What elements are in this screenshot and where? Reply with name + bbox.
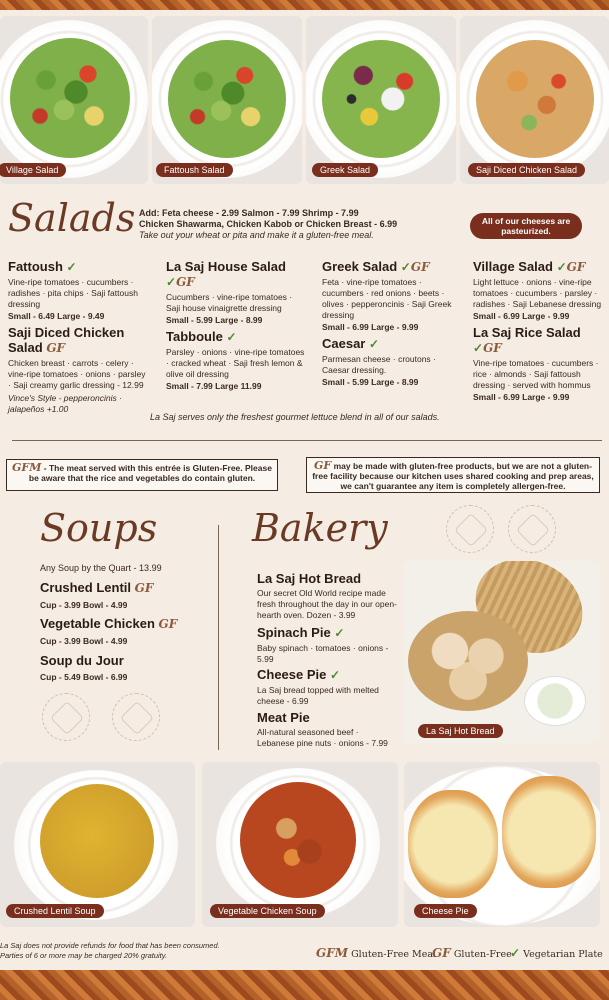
decorative-border-top — [0, 0, 609, 10]
menu-item-spinach-pie — [257, 625, 397, 665]
item-price: Small - 6.99 Large - 9.99 — [473, 311, 570, 321]
decorative-ornament — [42, 693, 90, 741]
vegetarian-icon: ✓ — [66, 260, 77, 274]
photo-cheese-pie — [404, 762, 600, 927]
photo-label: Vegetable Chicken Soup — [210, 904, 325, 918]
item-price: Small - 5.99 Large - 8.99 — [322, 377, 419, 387]
photo-label: La Saj Hot Bread — [418, 724, 503, 738]
item-desc: Baby spinach · tomatoes · onions - 5.99 — [257, 643, 389, 664]
item-name: Meat Pie — [257, 710, 310, 725]
item-name: La Saj House Salad — [166, 259, 286, 274]
vegetarian-icon: ✓ — [166, 275, 177, 289]
item-desc: Vine-ripe tomatoes · cucumbers · radishes · pita chips · Saji fattoush dressing — [8, 277, 138, 309]
item-desc: Parsley · onions · vine-ripe tomatoes · cracked wheat · Saji fresh lemon & olive oil dressing — [166, 347, 305, 379]
soup-quart-price: Any Soup by the Quart - 13.99 — [40, 563, 162, 573]
item-name: Tabboule — [166, 329, 223, 344]
gluten-free-icon: GF — [566, 260, 586, 274]
menu-item-fattoush — [8, 259, 148, 322]
item-name: Spinach Pie — [257, 625, 331, 640]
menu-item-greek-salad — [322, 259, 462, 333]
gf-legend-label: Gluten-Free — [453, 949, 512, 960]
photo-vegetable-chicken-soup — [202, 762, 398, 927]
photo-crushed-lentil-soup — [0, 762, 195, 927]
gluten-free-icon: GF — [158, 617, 178, 631]
gfm-mark: GFM — [12, 461, 42, 474]
gluten-free-icon: GF — [483, 341, 502, 355]
photo-label: Saji Diced Chicken Salad — [468, 163, 585, 177]
menu-item-crushed-lentil — [40, 580, 210, 611]
vegetarian-icon: ✓ — [369, 337, 380, 351]
menu-item-soup-du-jour — [40, 653, 210, 683]
item-price: Small - 6.49 Large - 9.49 — [8, 311, 105, 321]
legend-gf — [432, 946, 512, 960]
item-desc: Our secret Old World recipe made fresh throughout the day in our open-hearth oven. Dozen - 3.99 — [257, 588, 397, 620]
gfm-legend-mark: GFM — [316, 946, 349, 960]
menu-item-vegetable-chicken — [40, 616, 215, 647]
refund-note: La Saj does not provide refunds for food that has been consumed. — [0, 941, 220, 950]
legend-vegetarian — [510, 946, 603, 960]
vegetarian-icon: ✓ — [556, 260, 567, 274]
cheese-pasteurized-badge: All of our cheeses are pasteurized. — [470, 213, 582, 239]
add-line-2: Chicken Shawarma, Chicken Kabob or Chicken Breast - 6.99 — [139, 219, 398, 229]
item-extra: Vince's Style - pepperoncinis · jalapeños +1.00 — [8, 393, 122, 414]
gfm-notice-text: - The meat served with this entrée is Gluten-Free. Please be aware that the rice and vegetables do contain gluten. — [28, 463, 272, 483]
item-desc: All-natural seasoned beef · Lebanese pine nuts · onions - 7.99 — [257, 727, 388, 748]
column-divider — [218, 525, 219, 750]
photo-label: Fattoush Salad — [156, 163, 233, 177]
item-price: Cup - 3.99 Bowl - 4.99 — [40, 600, 128, 610]
decorative-ornament — [112, 693, 160, 741]
item-desc: Chicken breast · carrots · celery · vine-ripe tomatoes · onions · parsley · Saji creamy garlic dressing - 12.99 — [8, 358, 146, 390]
gfm-notice — [6, 459, 278, 491]
gluten-free-icon: GF — [134, 581, 154, 595]
gluten-free-icon: GF — [46, 341, 66, 355]
gf-legend-mark: GF — [432, 946, 451, 960]
menu-item-caesar — [322, 336, 462, 388]
gf-mark: GF — [314, 459, 332, 472]
add-line-3: Take out your wheat or pita and make it a gluten-free meal. — [139, 230, 374, 240]
menu-item-hot-bread — [257, 571, 397, 621]
gfm-legend-label: Gluten-Free Meal — [351, 949, 437, 960]
item-price: Small - 5.99 Large - 8.99 — [166, 315, 263, 325]
item-price: Cup - 3.99 Bowl - 4.99 — [40, 636, 128, 646]
vegetarian-icon: ✓ — [473, 341, 484, 355]
vegetarian-icon: ✓ — [400, 260, 411, 274]
decorative-ornament — [508, 505, 556, 553]
photo-fattoush-salad — [152, 16, 302, 184]
item-price: Small - 7.99 Large 11.99 — [166, 381, 262, 391]
bakery-title: Bakery — [252, 506, 388, 550]
photo-label: Village Salad — [0, 163, 66, 177]
photo-greek-salad — [306, 16, 456, 184]
item-name: La Saj Rice Salad — [473, 325, 581, 340]
vegetarian-icon: ✓ — [334, 626, 345, 640]
decorative-border-bottom — [0, 970, 609, 1000]
item-name: Cheese Pie — [257, 667, 327, 682]
vegetarian-icon: ✓ — [330, 668, 341, 682]
gratuity-note: Parties of 6 or more may be charged 20% gratuity. — [0, 951, 168, 960]
photo-label: Greek Salad — [312, 163, 378, 177]
photo-label: Cheese Pie — [414, 904, 477, 918]
item-desc: Parmesan cheese · croutons · Caesar dressing. — [322, 354, 436, 375]
gf-notice-text: may be made with gluten-free products, but we are not a gluten-free facility because our kitchen uses shared cooking and prep areas, we can't guarantee any item is completely allergen-free. — [312, 461, 594, 491]
footer-notes — [0, 941, 220, 961]
item-price: Small - 6.99 Large - 9.99 — [322, 322, 419, 332]
gluten-free-icon: GF — [176, 275, 195, 289]
item-desc: La Saj bread topped with melted cheese - 6.99 — [257, 685, 379, 706]
menu-item-saji-chicken-salad — [8, 325, 148, 415]
section-divider — [12, 440, 602, 441]
menu-item-rice-salad — [473, 325, 605, 403]
item-desc: Light lettuce · onions · vine-ripe tomatoes · cucumbers · parsley · radishes · Saji Lebanese dressing — [473, 277, 602, 309]
menu-item-house-salad — [166, 259, 306, 326]
photo-village-salad — [0, 16, 148, 184]
item-name: La Saj Hot Bread — [257, 571, 362, 586]
item-name: Village Salad — [473, 259, 553, 274]
legend-gfm — [316, 946, 436, 960]
decorative-ornament — [446, 505, 494, 553]
menu-item-village-salad — [473, 259, 605, 322]
item-name: Greek Salad — [322, 259, 398, 274]
photo-hot-bread — [404, 561, 600, 743]
vegetarian-icon: ✓ — [510, 946, 521, 960]
item-name: Fattoush — [8, 259, 63, 274]
item-price: Small - 6.99 Large - 9.99 — [473, 392, 570, 402]
menu-item-cheese-pie — [257, 667, 397, 707]
item-name: Saji Diced Chicken Salad — [8, 325, 125, 355]
item-desc: Feta · vine-ripe tomatoes · cucumbers · red onions · beets · olives · pepperoncinis · Saji Greek dressing — [322, 277, 452, 320]
gf-notice — [306, 457, 600, 493]
item-name: Soup du Jour — [40, 653, 124, 668]
menu-item-meat-pie — [257, 710, 397, 749]
item-price: Cup - 5.49 Bowl - 6.99 — [40, 672, 128, 682]
add-line-1: Add: Feta cheese - 2.99 Salmon - 7.99 Shrimp - 7.99 — [139, 208, 359, 218]
item-name: Crushed Lentil — [40, 580, 132, 595]
item-desc: Cucumbers · vine-ripe tomatoes · Saji house vinaigrette dressing — [166, 292, 293, 313]
photo-label: Crushed Lentil Soup — [6, 904, 104, 918]
salads-title: Salads — [8, 196, 136, 240]
fresh-lettuce-note: La Saj serves only the freshest gourmet lettuce blend in all of our salads. — [150, 412, 440, 422]
salad-add-ons — [139, 208, 469, 241]
item-name: Caesar — [322, 336, 366, 351]
vegetarian-icon: ✓ — [226, 330, 237, 344]
item-desc: Vine-ripe tomatoes · cucumbers · rice · almonds · Saji fattoush dressing · served with hommus — [473, 358, 599, 390]
photo-saji-chicken-salad — [460, 16, 609, 184]
item-name: Vegetable Chicken — [40, 616, 155, 631]
gluten-free-icon: GF — [410, 260, 430, 274]
soups-title: Soups — [40, 506, 158, 550]
veg-legend-label: Vegetarian Plate — [523, 949, 603, 960]
menu-item-tabboule — [166, 329, 306, 392]
